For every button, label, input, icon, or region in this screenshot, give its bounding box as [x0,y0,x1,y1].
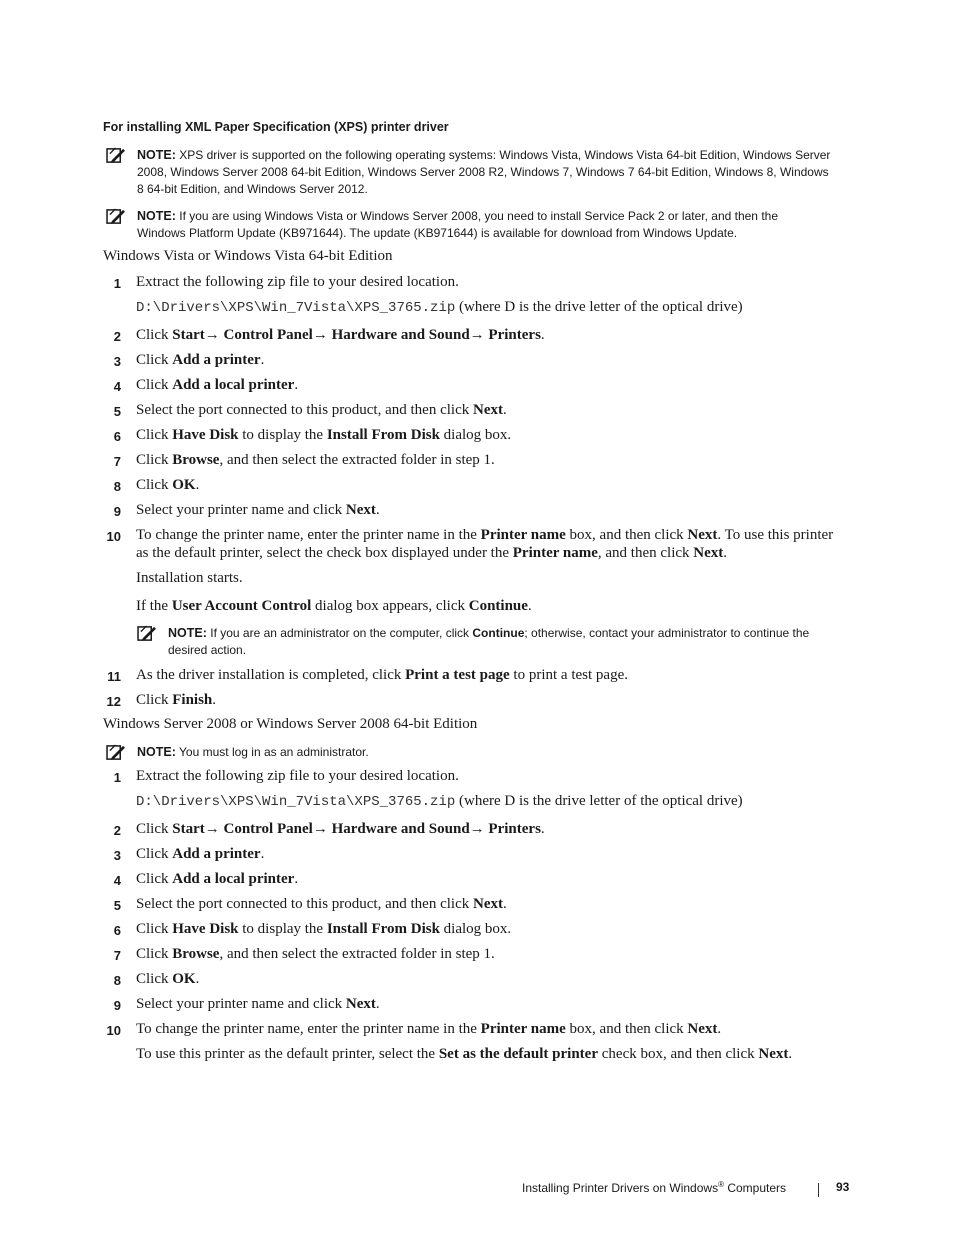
t: Install From Disk [326,427,440,443]
note-label: NOTE: [168,626,207,640]
step-number: 5 [113,404,121,419]
t: Click [136,846,169,862]
step-number: 7 [113,454,121,469]
t: box, and then click [569,1021,684,1037]
step-number: 10 [106,1023,121,1038]
t: box, and then click [569,527,684,543]
t: Control Panel [223,821,313,837]
t: Start [172,821,205,837]
zip-path-line [136,298,836,317]
t: If the [136,598,169,614]
t: Add a local printer [172,871,295,887]
t: Next [472,896,503,912]
note-label: NOTE: [137,209,176,223]
t: . [294,377,299,393]
step-text [136,526,836,562]
step-number: 9 [113,504,121,519]
note-pencil-icon [137,625,157,642]
t: Next [472,402,503,418]
t: Click [136,477,169,493]
t: , and then select the extracted folder in step 1. [219,946,495,962]
t: dialog box appears, click [315,598,465,614]
t: Hardware and Sound [331,327,470,343]
step-text [136,945,836,963]
note-pencil-icon [106,744,126,761]
t: Click [136,921,169,937]
note-text: You must log in as an administrator. [179,745,369,759]
t: Have Disk [172,427,239,443]
note-os-support [137,147,837,198]
t: Start [172,327,205,343]
step-number: 8 [113,973,121,988]
t: Finish [172,692,213,708]
t: Set as the default printer [438,1046,598,1062]
t: Select the port connected to this product, and then click [136,402,470,418]
step-text [136,1045,836,1063]
arrow-icon: → [469,327,485,343]
step-text [136,666,836,684]
t: Installing Printer Drivers on Windows [522,1181,719,1195]
t: Click [136,946,169,962]
t: Hardware and Sound [331,821,470,837]
t: . [195,477,200,493]
t: Printer name [480,527,566,543]
step-number: 11 [107,669,121,684]
t: As the driver installation is completed, click [136,667,402,683]
note-text: XPS driver is supported on the following operating systems: Windows Vista, Windows Vista 64-bit Edition, Windows Server 2008, Windows Server 2008 64-bit Edition, Windows Server 2008 R2, Windows 7, Windows 7 64-bit Edition, Windows 8, Windows 8 64-bit Edition, and Windows Server 2012. [137,148,831,196]
t: Printer name [480,1021,566,1037]
step-text [136,376,836,394]
step-text [136,895,836,913]
t: OK [172,477,196,493]
t: to display the [242,427,324,443]
step-text [136,691,836,709]
t: Add a printer [172,352,261,368]
t: . [212,692,217,708]
t: Printers [488,821,541,837]
t: Control Panel [223,327,313,343]
step-text [136,995,836,1013]
t: . To use this printer as the default printer, select the check box displayed under the [136,527,834,561]
t: . [294,871,299,887]
t: . [195,971,200,987]
note-service-pack [137,208,827,242]
t: Click [136,821,169,837]
subhead-vista: Windows Vista or Windows Vista 64-bit Edition [103,248,393,264]
step-text [136,451,836,469]
step-text [136,476,836,494]
note-text: If you are using Windows Vista or Windows Server 2008, you need to install Service Pack 2 or later, and then the Windows Platform Update (KB971644). The update (KB971644) is available for download from Windows Update. [137,209,778,240]
arrow-icon: → [204,327,220,343]
t: dialog box. [443,921,512,937]
t: Next [345,996,376,1012]
t: to print a test page. [513,667,628,683]
t: Click [136,327,169,343]
t: Next [687,1021,718,1037]
t: To use this printer as the default printer, select the [136,1046,436,1062]
t: . [502,402,507,418]
step-number: 5 [113,898,121,913]
step-text [136,820,836,838]
t: . [260,352,265,368]
footer-title [522,1180,786,1195]
t: Continue [468,598,528,614]
note-login [137,744,827,761]
arrow-icon: → [204,821,220,837]
step-number: 9 [113,998,121,1013]
t: . [260,846,265,862]
t: Select the port connected to this product, and then click [136,896,470,912]
t: Browse [172,946,220,962]
step-text [136,970,836,988]
t: Printer name [512,545,598,561]
t: Click [136,452,169,468]
note-label: NOTE: [137,148,176,162]
step-text [136,326,836,344]
page-number: 93 [836,1180,850,1194]
zip-path: D:\Drivers\XPS\Win_7Vista\XPS_3765.zip [136,300,456,316]
step-number: 12 [106,694,121,709]
t: To change the printer name, enter the printer name in the [136,1021,477,1037]
step-number: 6 [113,429,121,444]
subhead-server: Windows Server 2008 or Windows Server 2008 64-bit Edition [103,716,478,732]
t: Click [136,971,169,987]
t: Add a local printer [172,377,295,393]
t: Browse [172,452,220,468]
step-number: 10 [106,529,121,544]
step-text [136,1020,836,1038]
t: Next [687,527,718,543]
t: User Account Control [171,598,312,614]
t: Next [345,502,376,518]
note-pencil-icon [106,147,126,164]
t: Add a printer [172,846,261,862]
arrow-icon: → [469,821,485,837]
t: . [717,1021,722,1037]
t: . [375,502,380,518]
zip-note: (where D is the drive letter of the optical drive) [459,793,743,809]
zip-note: (where D is the drive letter of the optical drive) [459,299,743,315]
t: . [723,545,728,561]
step-number: 3 [113,848,121,863]
step-text [136,845,836,863]
t: ® [718,1180,724,1189]
section-heading: For installing XML Paper Specification (XPS) printer driver [103,120,449,134]
t: Click [136,871,169,887]
step-text: Installation starts. [136,570,243,586]
step-text [136,870,836,888]
note-pencil-icon [106,208,126,225]
step-number: 8 [113,479,121,494]
t: . [540,821,545,837]
zip-path-line [136,792,836,811]
note-text: ; otherwise, contact your administrator to continue the desired action. [168,626,810,657]
t: to display the [242,921,324,937]
t: Print a test page [405,667,510,683]
t: Next [693,545,724,561]
step-number: 1 [113,770,121,785]
step-text [136,597,836,615]
t: Select your printer name and click [136,996,343,1012]
step-number: 2 [113,823,121,838]
note-text: If you are an administrator on the computer, click [210,626,470,640]
arrow-icon: → [312,821,328,837]
t: Printers [488,327,541,343]
t: Select your printer name and click [136,502,343,518]
step-number: 6 [113,923,121,938]
t: check box, and then click [601,1046,755,1062]
step-text [136,920,836,938]
step-text: Extract the following zip file to your desired location. [136,274,459,290]
t: OK [172,971,196,987]
t: . [375,996,380,1012]
zip-path: D:\Drivers\XPS\Win_7Vista\XPS_3765.zip [136,794,456,810]
t: Have Disk [172,921,239,937]
t: To change the printer name, enter the printer name in the [136,527,477,543]
t: Install From Disk [326,921,440,937]
t: . [540,327,545,343]
step-text [136,501,836,519]
step-number: 2 [113,329,121,344]
note-admin [168,625,848,659]
step-number: 7 [113,948,121,963]
step-number: 4 [113,873,121,888]
step-number: 1 [113,276,121,291]
step-number: 4 [113,379,121,394]
step-number: 3 [113,354,121,369]
step-text [136,426,836,444]
t: Next [758,1046,789,1062]
t: Click [136,692,169,708]
step-text [136,351,836,369]
t: Click [136,377,169,393]
t: , and then click [597,545,690,561]
t: Computers [727,1181,787,1195]
t: Click [136,352,169,368]
t: . [502,896,507,912]
footer-separator [818,1183,819,1197]
note-label: NOTE: [137,745,176,759]
step-text: Extract the following zip file to your desired location. [136,768,459,784]
t: Click [136,427,169,443]
t: . [527,598,532,614]
arrow-icon: → [312,327,328,343]
step-text [136,401,836,419]
t: dialog box. [443,427,512,443]
t: . [788,1046,793,1062]
note-text: Continue [472,626,525,640]
t: , and then select the extracted folder in step 1. [219,452,495,468]
